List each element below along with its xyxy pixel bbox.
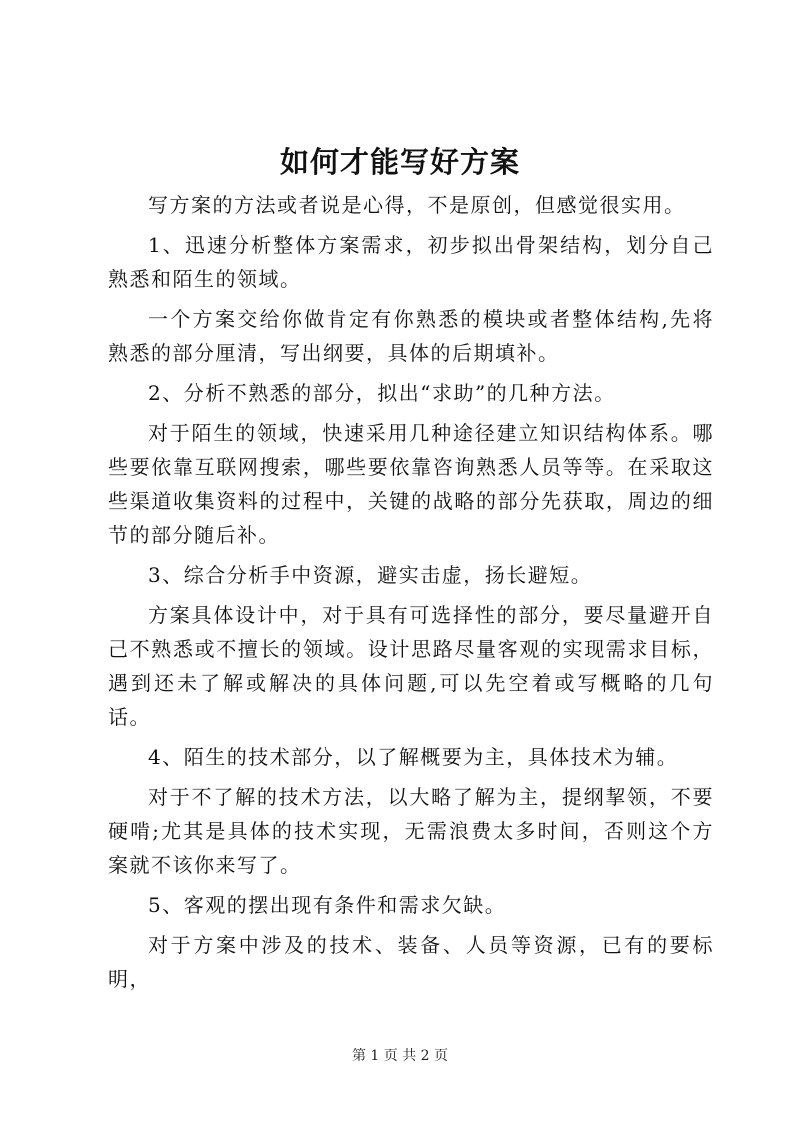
paragraph: 一个方案交给你做肯定有你熟悉的模块或者整体结构,先将熟悉的部分厘清，写出纲要，具体的后期填补。 <box>108 307 714 365</box>
document-title: 如何才能写好方案 <box>279 145 520 179</box>
paragraph: 对于陌生的领域，快速采用几种途径建立知识结构体系。哪些要依靠互联网搜索，哪些要依靠咨询熟悉人员等等。在采取这些渠道收集资料的过程中，关键的战略的部分先获取，周边的细节的部分随后补。 <box>108 421 714 547</box>
paragraph: 对于不了解的技术方法，以大略了解为主，提纲挈领，不要硬啃;尤其是具体的技术实现，无需浪费太多时间，否则这个方案就不该你来写了。 <box>108 785 714 877</box>
paragraph: 5、客观的摆出现有条件和需求欠缺。 <box>148 893 507 917</box>
paragraph: 1、迅速分析整体方案需求，初步拟出骨架结构，划分自己熟悉和陌生的领域。 <box>108 233 714 291</box>
paragraph: 对于方案中涉及的技术、装备、人员等资源，已有的要标明， <box>108 933 714 991</box>
paragraph: 写方案的方法或者说是心得，不是原创，但感觉很实用。 <box>148 193 686 217</box>
paragraph: 方案具体设计中，对于具有可选择性的部分，要尽量避开自己不熟悉或不擅长的领域。设计思路尽量客观的实现需求目标，遇到还未了解或解决的具体问题,可以先空着或写概略的几句话。 <box>108 603 714 729</box>
document-body <box>108 188 714 1002</box>
page-number-footer: 第 1 页 共 2 页 <box>351 1048 449 1064</box>
paragraph: 4、陌生的技术部分，以了解概要为主，具体技术为辅。 <box>148 745 679 769</box>
paragraph: 3、综合分析手中资源，避实击虚，扬长避短。 <box>148 563 593 587</box>
paragraph: 2、分析不熟悉的部分，拟出“求助”的几种方法。 <box>148 381 616 405</box>
